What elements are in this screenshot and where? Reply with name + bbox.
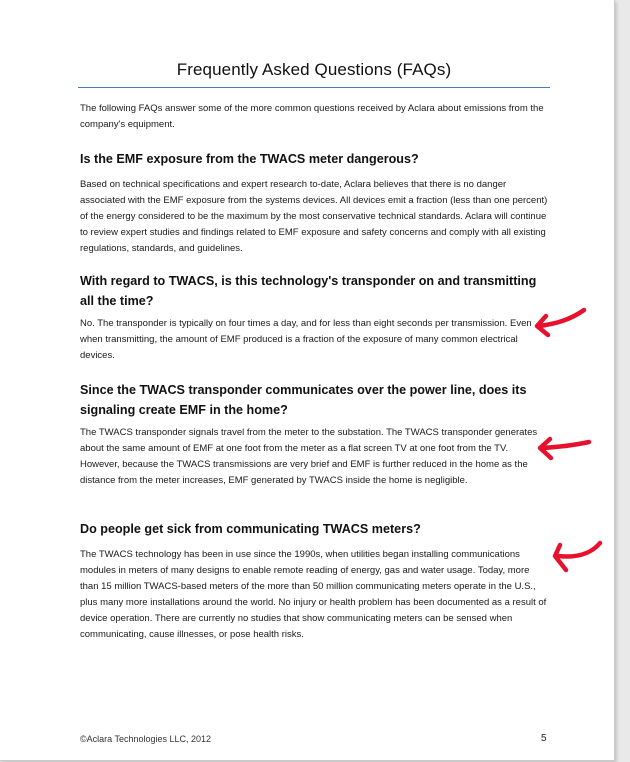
page-number: 5 xyxy=(541,733,547,744)
faq-answer-1: Based on technical specifications and expert research to-date, Aclara believes that there is no danger associated with the EMF exposure from the systems devices. All devices emit a fraction (less than one percent) of the energy considered to be the maximum by the most conservative technical standards. Aclara will continue to review expert studies and findings related to EMF exposure and safety concerns and comply with all existing regulations, standards, and guidelines. xyxy=(80,179,548,254)
faq-answer-2: No. The transponder is typically on four times a day, and for less than eight seconds per transmission. Even when transmitting, the amount of EMF produced is a fraction of the exposure of many common electrical devices. xyxy=(80,318,532,361)
faq-answer-4: The TWACS technology has been in use since the 1990s, when utilities began installing communications modules in meters of many designs to enable remote reading of energy, gas and water usage. Today, more than 15 million TWACS-based meters of the more than 50 million communicating meters operate in the U.S., plus many more installations around the world. No injury or health problem has been documented as a result of device operation. There are currently no studies that show communicating meters can be sensed when communicating, cause illnesses, or pose health risks. xyxy=(80,549,547,640)
red-arrow-icon xyxy=(546,536,606,578)
page-title: Frequently Asked Questions (FAQs) xyxy=(176,60,452,79)
faq-question-2: With regard to TWACS, is this technology's transponder on and transmitting all the time? xyxy=(80,274,537,308)
faq-question-3: Since the TWACS transponder communicates over the power line, does its signaling create EMF in the home? xyxy=(80,383,527,417)
red-arrow-icon xyxy=(530,302,590,340)
footer-copyright: ©Aclara Technologies LLC, 2012 xyxy=(80,734,212,744)
faq-answer-3: The TWACS transponder signals travel from the meter to the substation. The TWACS transponder generates about the same amount of EMF at one foot from the meter as a flat screen TV at one foot from the TV. However, because the TWACS transmissions are very brief and EMF is further reduced in the home as the distance from the meter increases, EMF generated by TWACS inside the home is negligible. xyxy=(80,427,538,486)
intro-paragraph: The following FAQs answer some of the more common questions received by Aclara about emissions from the company's equipment. xyxy=(80,103,544,130)
faq-question-4: Do people get sick from communicating TWACS meters? xyxy=(80,522,421,536)
title-underline xyxy=(78,87,550,88)
red-arrow-icon xyxy=(533,432,595,466)
faq-question-1: Is the EMF exposure from the TWACS meter dangerous? xyxy=(80,152,419,166)
